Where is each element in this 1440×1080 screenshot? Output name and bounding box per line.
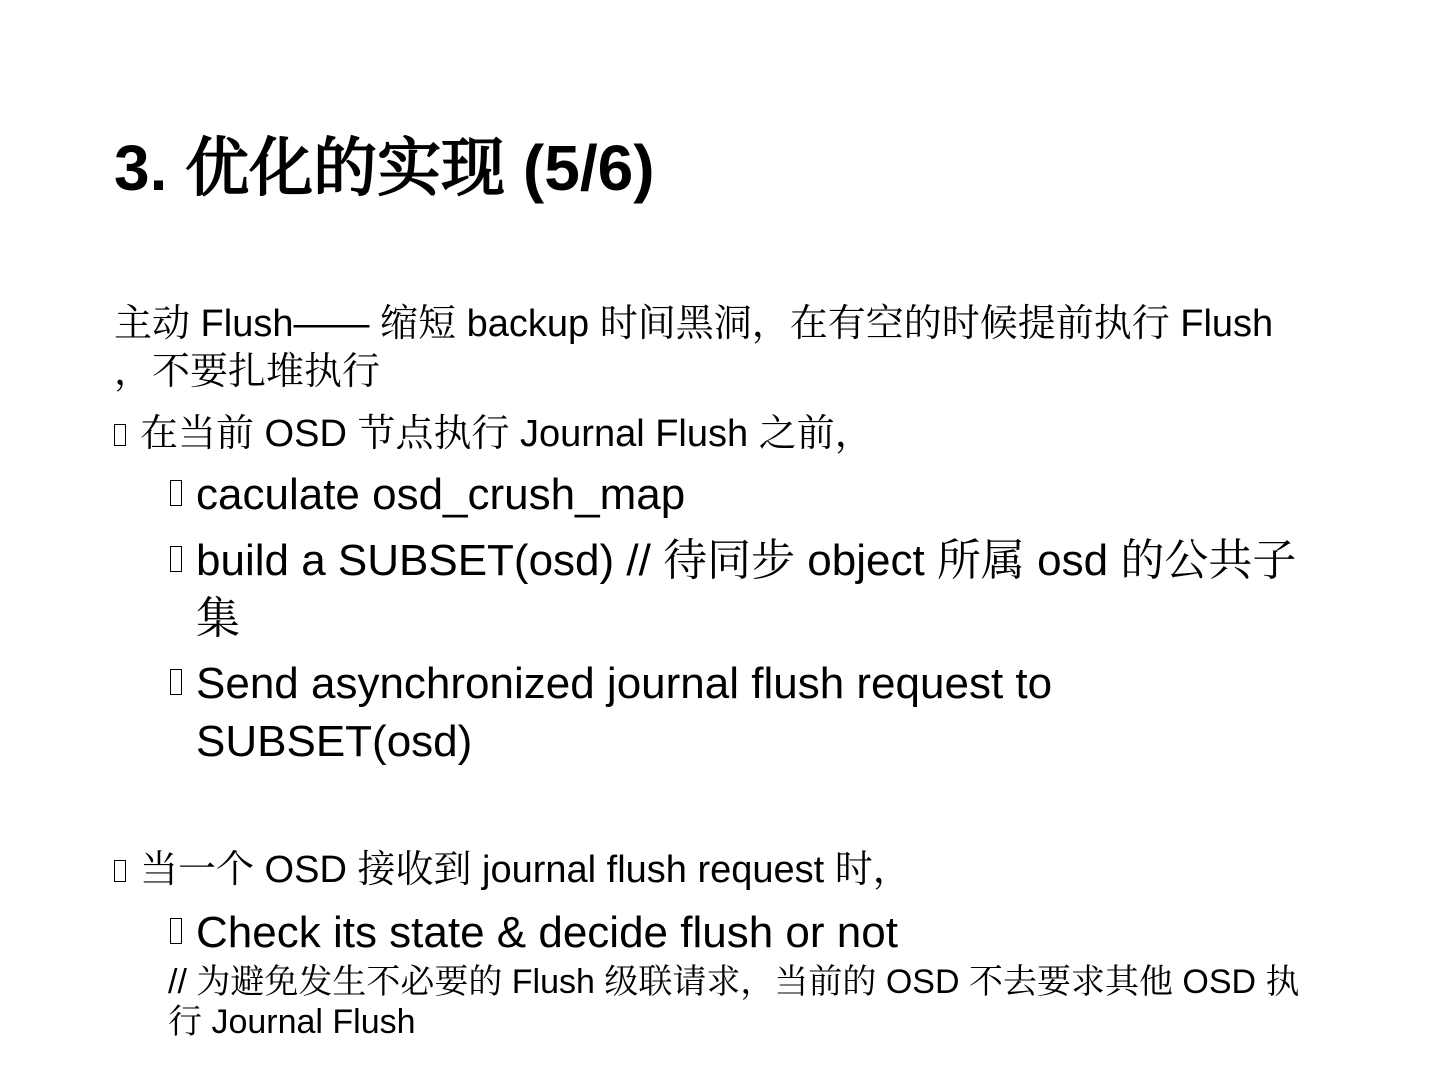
bullet-box-icon: [170, 918, 182, 944]
slide-title: 3. 优化的实现 (5/6): [114, 132, 655, 204]
bullet-box-icon: [114, 860, 126, 882]
bullet-box-icon: [114, 424, 126, 446]
intro-paragraph: 主动 Flush—— 缩短 backup 时间黑洞，在有空的时候提前执行 Flush ，不要扎堆执行: [114, 303, 1274, 393]
section1-item-row: [170, 532, 1310, 648]
section1-item-row: [170, 655, 1310, 771]
section2-heading-row: [114, 846, 1314, 894]
section1-item: Send asynchronized journal flush request to SUBSET(osd): [196, 659, 1053, 766]
section2-item-row: [170, 904, 1310, 962]
bullet-box-icon: [170, 669, 182, 695]
bullet-box-icon: [170, 480, 182, 506]
section2-note: // 为避免发生不必要的 Flush 级联请求，当前的 OSD 不去要求其他 OSD 执行 Journal Flush: [168, 963, 1300, 1041]
bullet-box-icon: [170, 546, 182, 572]
section1-item: build a SUBSET(osd) // 待同步 object 所属 osd 的公共子集: [196, 536, 1297, 643]
section1-item-row: [170, 466, 1310, 524]
section2-item: Check its state & decide flush or not: [196, 908, 898, 957]
section2-heading: 当一个 OSD 接收到 journal flush request 时，: [140, 849, 911, 891]
section1-heading: 在当前 OSD 节点执行 Journal Flush 之前，: [140, 413, 873, 455]
section1-item: caculate osd_crush_map: [196, 470, 686, 519]
section1-heading-row: [114, 410, 1314, 458]
